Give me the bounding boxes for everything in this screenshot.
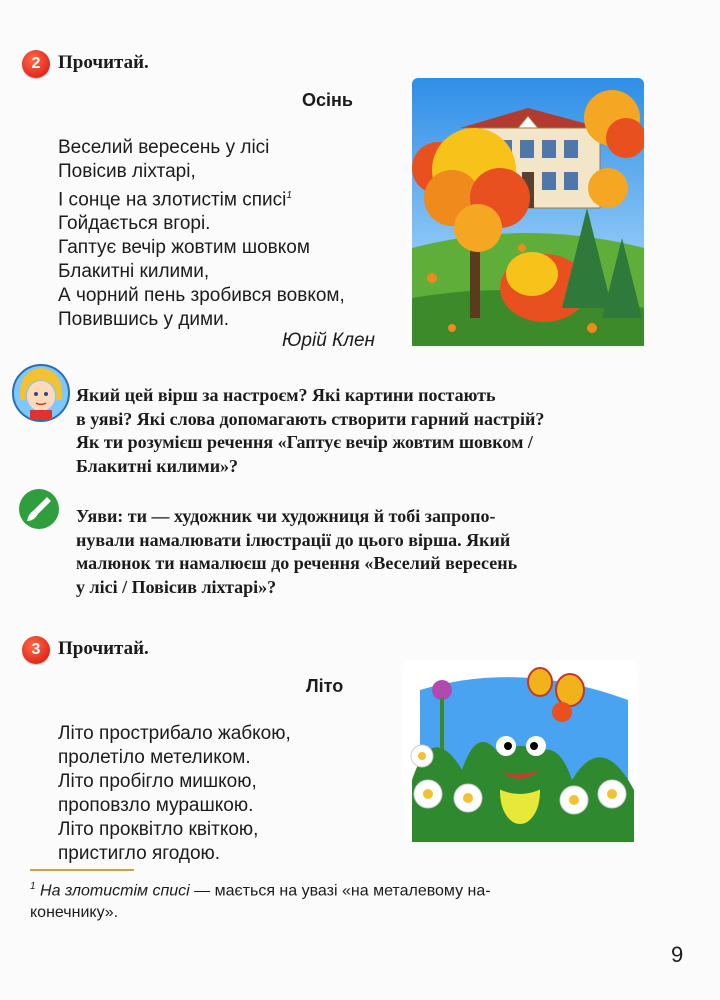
poem-line: Літо прострибало жабкою, [58, 723, 291, 744]
question-line: Як ти розумієш речення «Гаптує вечір жовтим шовком / [76, 432, 533, 452]
footnote-marker: 1 [286, 190, 292, 201]
drawing-task [76, 505, 640, 599]
footnote-rule [30, 869, 134, 871]
poem-line: Літо пробігло мишкою, [58, 771, 257, 792]
poem-line: А чорний пень зробився вовком, [58, 285, 345, 307]
question-line: в уяві? Які слова допомагають створити гарний настрій? [76, 408, 545, 429]
poem-line: Веселий вересень у лісі [58, 137, 270, 158]
poem-line: Повісив ліхтарі, [58, 161, 196, 182]
poem-title: Літо [306, 676, 344, 696]
autumn-illustration [412, 78, 644, 346]
poem-line: Гойдається вгорі. [58, 213, 211, 235]
summer-illustration [402, 660, 638, 842]
question-line: Уяви: ти — художник чи художниця й тобі запропо- [76, 506, 496, 526]
question-line: Який цей вірш за настроєм? Які картини постають [76, 385, 496, 405]
poem-line: Повившись у дими. [58, 309, 229, 331]
poem-autumn [58, 136, 345, 332]
question-line: Блакитні килими»? [76, 455, 239, 476]
question-line: у лісі / Повісив ліхтарі»? [76, 576, 277, 597]
footnote-text: конечнику». [30, 904, 119, 922]
footnote-term: На злотистім списі [40, 882, 190, 900]
task-instruction: Прочитай. [58, 52, 149, 73]
question-line: малюнок ти намалюєш до речення «Веселий вересень [76, 553, 518, 573]
task-number-badge: 2 [22, 50, 50, 78]
page-number: 9 [671, 942, 684, 967]
poem-summer [58, 722, 291, 866]
footnote-marker: 1 [30, 881, 36, 892]
footnote [30, 876, 650, 924]
footnote-text: — мається на увазі «на металевому на- [189, 882, 491, 900]
task-number-badge: 3 [22, 636, 50, 664]
brush-icon [18, 488, 60, 530]
poem-title: Осінь [302, 90, 353, 110]
poem-line: Гаптує вечір жовтим шовком [58, 237, 310, 259]
girl-avatar-icon [12, 360, 70, 426]
poem-line: Літо проквітло квіткою, [58, 819, 259, 840]
poem-line: проповзло мурашкою. [58, 795, 254, 816]
task-instruction: Прочитай. [58, 638, 149, 659]
poem-author: Юрій Клен [282, 330, 375, 351]
poem-line: Блакитні килими, [58, 261, 210, 283]
poem-line: пристигло ягодою. [58, 843, 221, 864]
poem-line: пролетіло метеликом. [58, 747, 251, 768]
poem-line: І сонце на злотистім списі$^1$ [58, 189, 292, 211]
question-line: нували намалювати ілюстрації до цього вірша. Який [76, 529, 511, 550]
reading-question [76, 384, 640, 478]
